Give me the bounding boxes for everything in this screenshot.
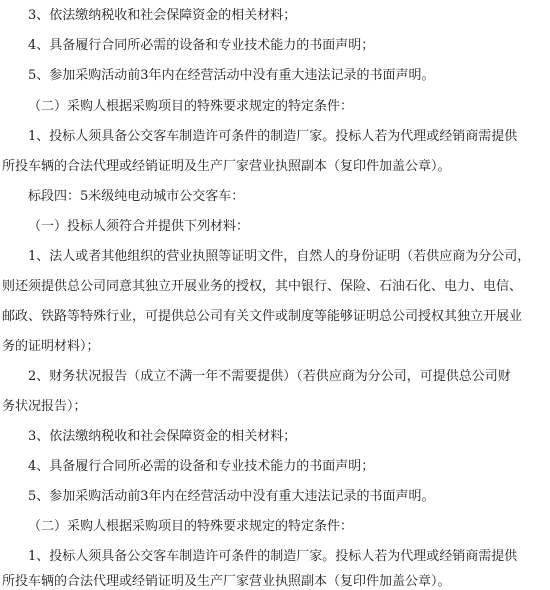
text-line: 5、参加采购活动前3年内在经营活动中没有重大违法记录的书面声明。 xyxy=(28,68,435,83)
text-line: 则还须提供总公司同意其独立开展业务的授权，其中银行、保险、石油石化、电力、电信、 xyxy=(2,279,523,294)
text-line: 1、投标人须具备公交客车制造许可条件的制造厂家。投标人若为代理或经销商需提供 xyxy=(28,549,518,564)
text-line: 3、依法缴纳税收和社会保障资金的相关材料； xyxy=(28,429,297,444)
text-line: 所投车辆的合法代理或经销证明及生产厂家营业执照副本（复印件加盖公章）。 xyxy=(2,574,451,589)
text-line: （一）投标人须符合并提供下列材料： xyxy=(28,219,250,234)
text-line: 1、投标人须具备公交客车制造许可条件的制造厂家。投标人若为代理或经销商需提供 xyxy=(28,129,518,144)
text-line: （二）采购人根据采购项目的特殊要求规定的特定条件： xyxy=(28,99,354,114)
text-line: 4、具备履行合同所必需的设备和专业技术能力的书面声明； xyxy=(28,38,375,53)
text-line: 邮政、铁路等特殊行业，可提供总公司有关文件或制度等能够证明总公司授权其独立开展业 xyxy=(2,309,523,324)
text-line: 1、法人或者其他组织的营业执照等证明文件，自然人的身份证明（若供应商为分公司， xyxy=(28,249,531,264)
text-line: 务的证明材料）； xyxy=(2,339,100,354)
text-line: 2、财务状况报告（成立不满一年不需要提供）（若供应商为分公司，可提供总公司财 xyxy=(28,369,511,384)
text-line: 5、参加采购活动前3年内在经营活动中没有重大违法记录的书面声明。 xyxy=(28,489,435,504)
text-line: 3、依法缴纳税收和社会保障资金的相关材料； xyxy=(28,8,297,23)
text-line: （二）采购人根据采购项目的特殊要求规定的特定条件： xyxy=(28,519,354,534)
section-heading: 标段四：5米级纯电动城市公交客车： xyxy=(28,189,245,204)
text-line: 4、具备履行合同所必需的设备和专业技术能力的书面声明； xyxy=(28,459,375,474)
text-line: 务状况报告）； xyxy=(2,399,87,414)
text-line: 所投车辆的合法代理或经销证明及生产厂家营业执照副本（复印件加盖公章）。 xyxy=(2,159,451,174)
